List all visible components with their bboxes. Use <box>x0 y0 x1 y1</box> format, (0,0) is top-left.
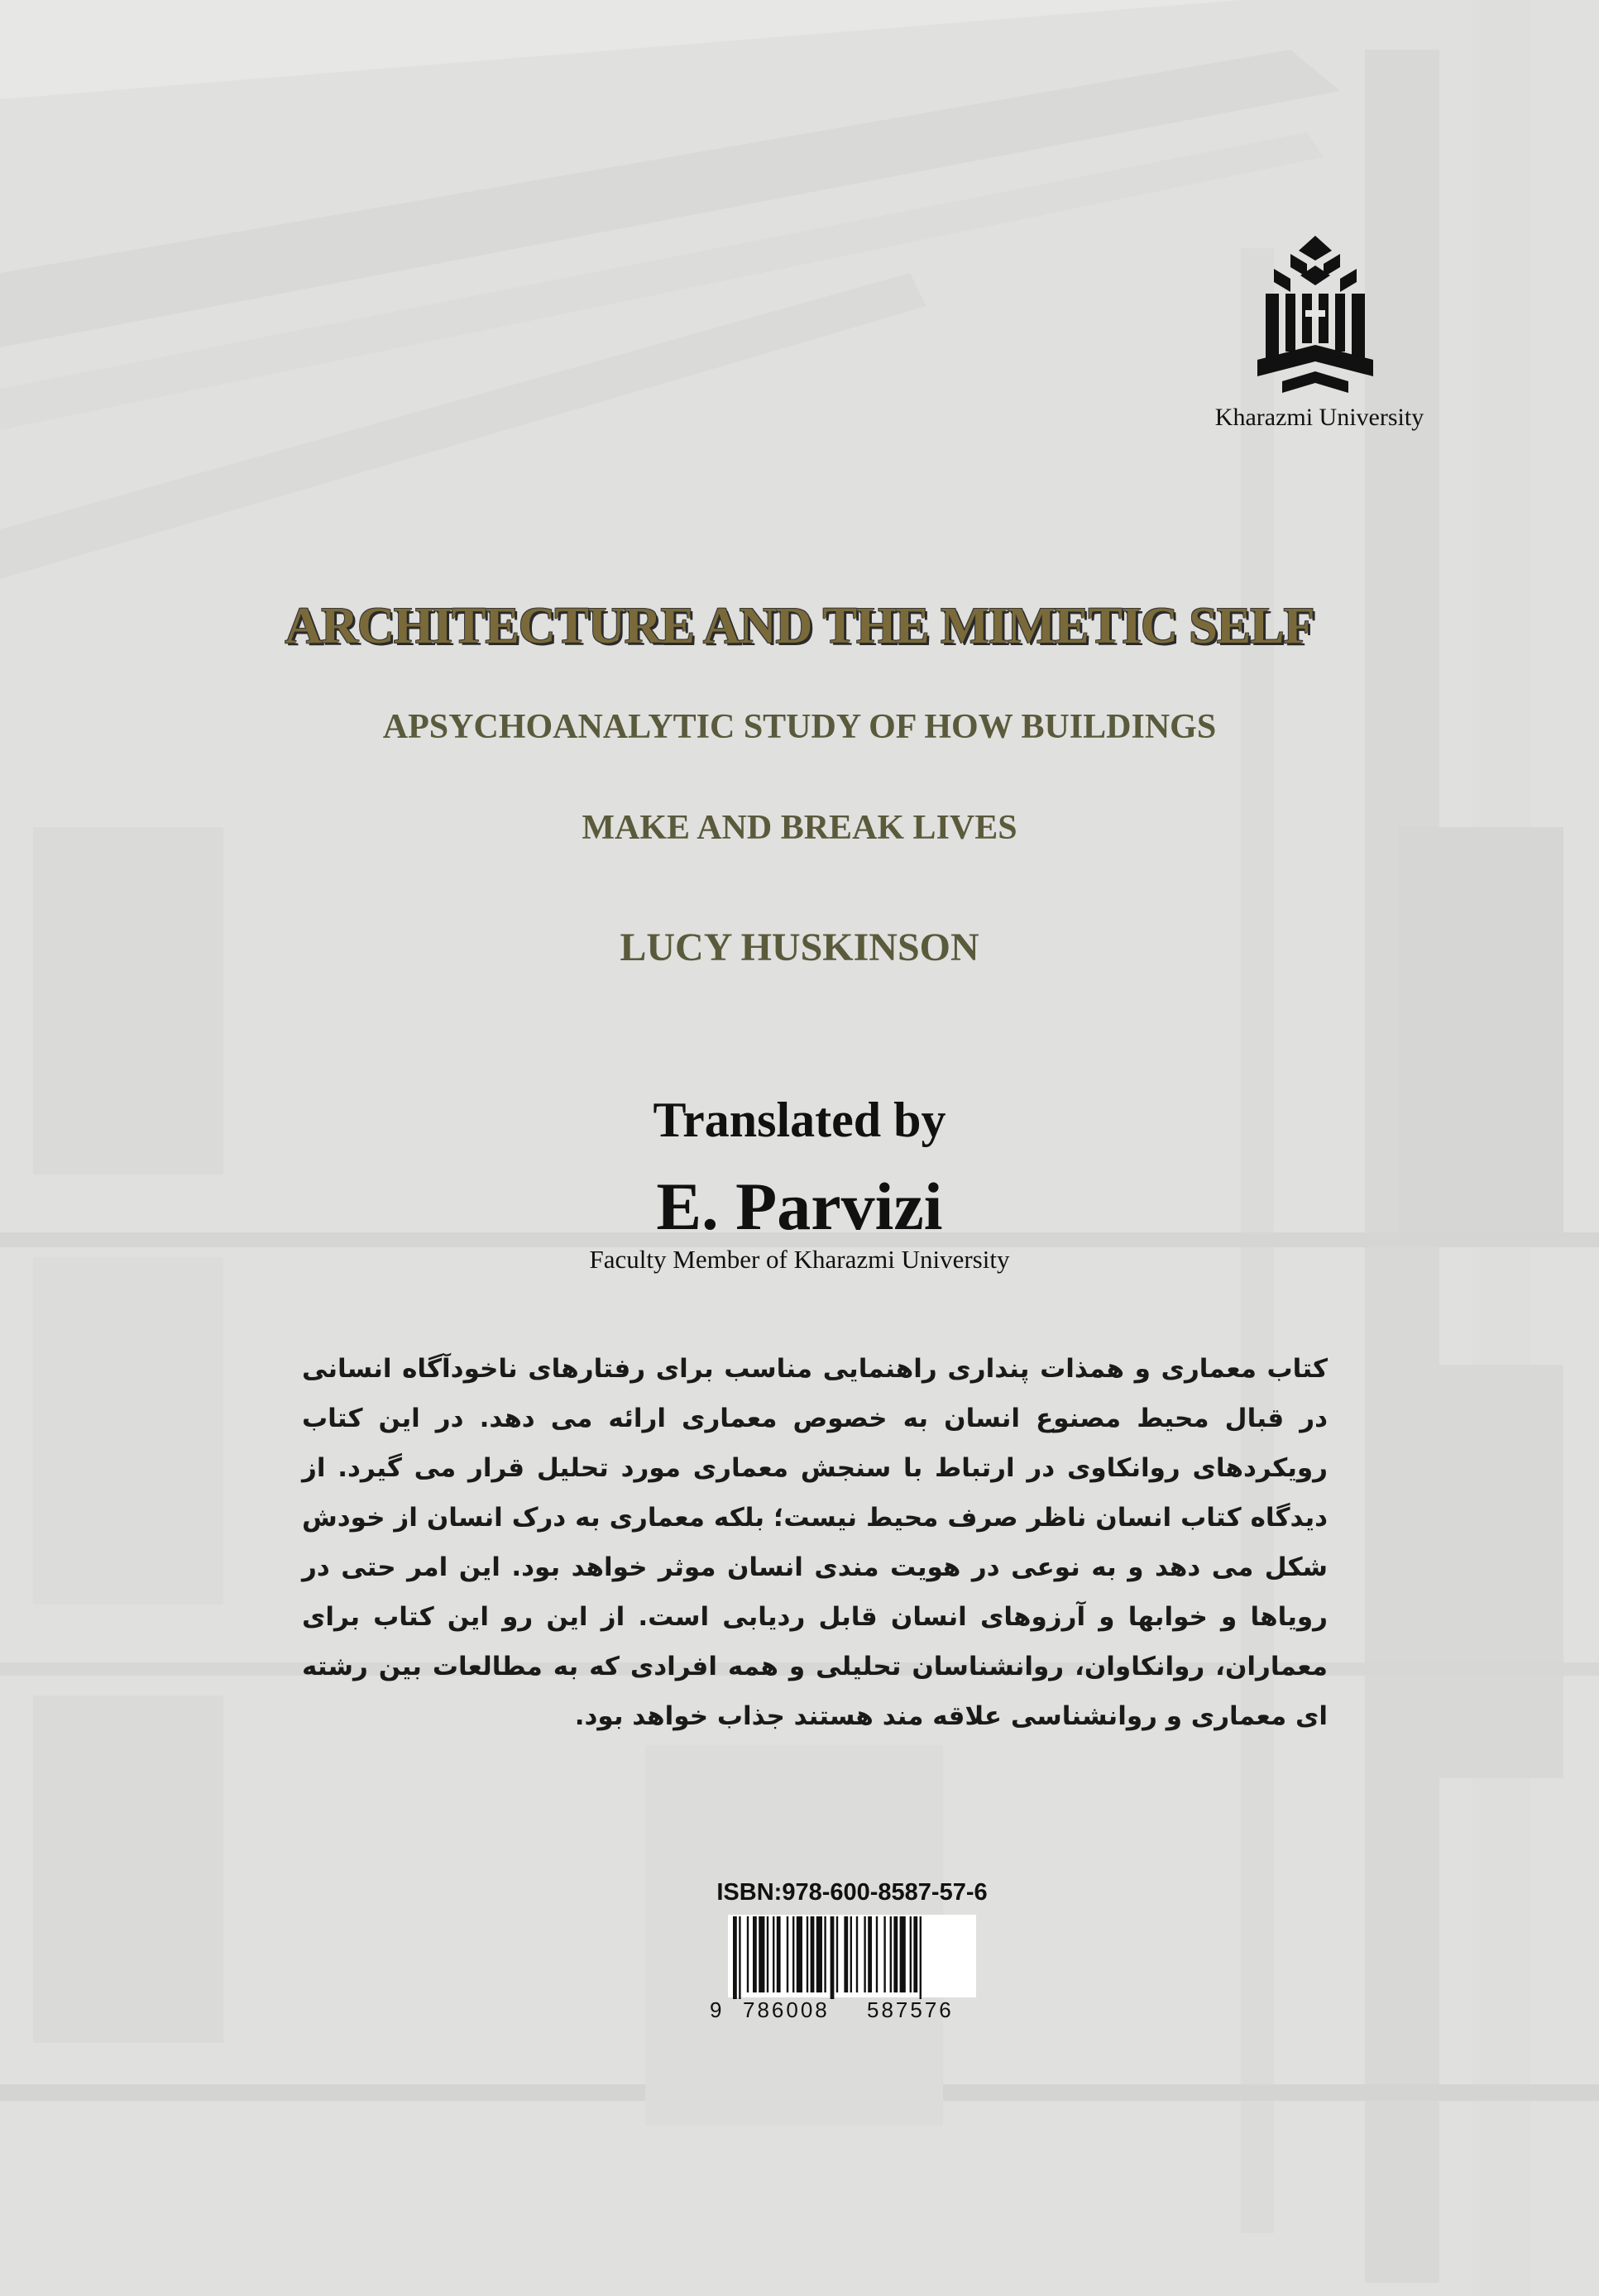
book-subtitle-line-1: APSYCHOANALYTIC STUDY OF HOW BUILDINGS <box>382 708 1217 746</box>
book-title: ARCHITECTURE AND THE MIMETIC SELF <box>285 598 1314 654</box>
barcode-bar <box>767 1916 768 1992</box>
barcode-bar <box>850 1916 852 1992</box>
barcode-bar <box>773 1916 774 1992</box>
barcode-bar <box>836 1916 838 1992</box>
barcode-bar <box>759 1916 764 1992</box>
barcode-bar <box>787 1916 788 1992</box>
translator-affiliation: Faculty Member of Kharazmi University <box>589 1245 1010 1274</box>
book-author: LUCY HUSKINSON <box>620 926 979 969</box>
barcode-digits-right: 587576 <box>867 1997 954 2022</box>
barcode-bar <box>733 1916 737 1999</box>
barcode-digit-left: 9 <box>710 1997 722 2022</box>
barcode-digits-middle: 786008 <box>743 1997 830 2022</box>
barcode-bar <box>816 1916 822 1992</box>
isbn-label: ISBN:978-600-8587-57-6 <box>716 1879 988 1906</box>
barcode-bar <box>824 1916 826 1992</box>
barcode-bar <box>864 1916 865 1992</box>
barcode-bar <box>920 1916 922 1999</box>
kharazmi-university-logo-icon <box>1257 236 1373 393</box>
barcode-bar <box>883 1916 885 1992</box>
barcode-bar <box>900 1916 906 1992</box>
barcode-bar <box>797 1916 802 1992</box>
barcode-bar <box>831 1916 835 1999</box>
barcode-bar <box>792 1916 794 1992</box>
barcode-bar <box>753 1916 757 1992</box>
barcode-bar <box>868 1916 872 1992</box>
book-subtitle-line-2: MAKE AND BREAK LIVES <box>582 809 1017 847</box>
translated-by-label: Translated by <box>653 1093 946 1147</box>
isbn-barcode <box>703 1915 1009 2022</box>
publisher-name: Kharazmi University <box>1214 404 1424 431</box>
book-description-persian: کتاب معماری و همذات پنداری راهنمایی مناسب برای رفتارهای ناخودآگاه انسانی در قبال محیط مصنوع انسان به خصوص معماری ارائه می دهد. در این کتاب رویکردهای روانکاوی در ارتباط با سنجش معماری مورد تحلیل قرار می گیرد. از دیدگاه کتاب انسان ناظر صرف محیط نیست؛ بلکه معماری به درک انسان از خودش شکل می دهد و به نوعی در هویت مندی انسان موثر خواهد بود. این امر حتی در رویاها و خوابها و آرزوهای انسان قابل ردیابی است. از این رو این کتاب برای معماران، روانکاوان، روانشناسان تحلیلی و همه افرادی که به مطالعات بین رشته ای معماری و روانشناسی علاقه مند هستند جذاب خواهد بود. <box>302 1354 1328 1731</box>
barcode-bar <box>890 1916 892 1992</box>
barcode-bar <box>893 1916 898 1992</box>
barcode-bar <box>807 1916 808 1992</box>
barcode-bar <box>910 1916 912 1992</box>
translator-name: E. Parvizi <box>656 1169 943 1244</box>
barcode-bar <box>913 1916 917 1992</box>
barcode-bar <box>811 1916 815 1992</box>
barcode-bar <box>747 1916 749 1992</box>
barcode-bar <box>876 1916 878 1992</box>
barcode-bar <box>739 1916 740 1999</box>
barcode-bar <box>856 1916 858 1992</box>
barcode-bar <box>844 1916 848 1992</box>
barcode-bar <box>777 1916 781 1992</box>
